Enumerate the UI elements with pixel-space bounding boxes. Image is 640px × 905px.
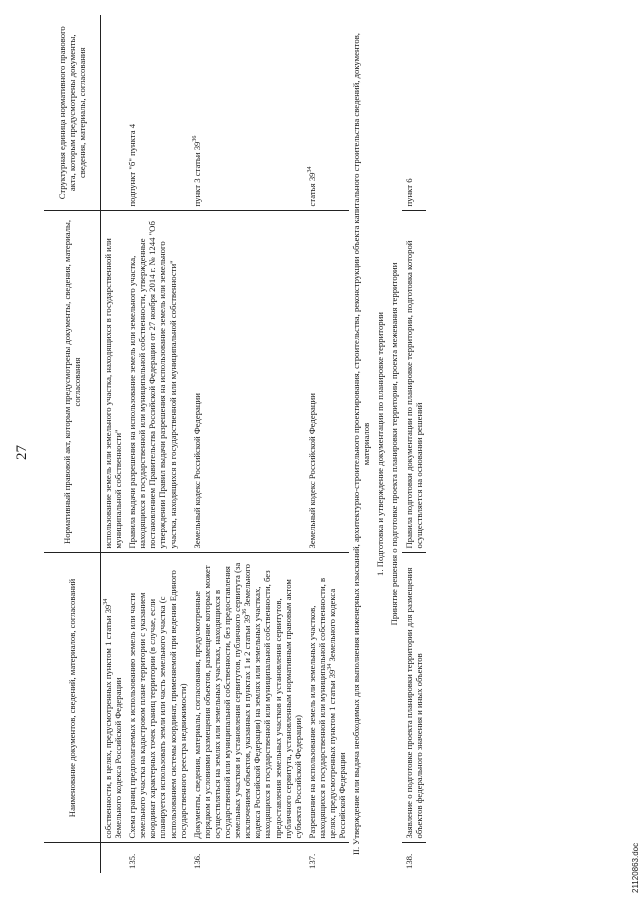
table-row-continued <box>101 15 126 873</box>
document-name: Документы, сведения, материалы, согласования, предусмотренные порядком и условиями размещения объектов, размещение которых может осуществляться на землях или земельных участках, находящихся в государственной или муниципальной собственности, без предоставления земельных участков и установления сервитутов, публичного сервитута (за исключением объектов, указанных в пунктах 1 и 2 статьи $39^{36}$ Земельного кодекса Российской Федерации) на землях или земельных участках, находящихся в государственной или муниципальной собственности, без предоставления земельных участков и установления сервитутов, публичного сервитута, установленным нормативным правовым актом субъекта Российской Федерации) <box>190 553 305 843</box>
table-row-136 <box>190 15 305 873</box>
header-legal-act: Нормативный правовой акт, которым предусмотрены документы, сведения, материалы, согласования <box>44 211 101 553</box>
requirements-table <box>44 15 426 873</box>
row-number <box>101 843 126 873</box>
document-name: собственности, в целях, предусмотренных пунктом 1 статьи $39^{34}$ Земельного кодекса Российской Федерации <box>101 553 126 843</box>
subsection-row <box>373 15 387 873</box>
document-file-id: 21120863.doc <box>631 842 640 893</box>
legal-act: Земельный кодекс Российской Федерации <box>305 211 349 553</box>
section-heading-row <box>349 15 373 873</box>
subheading-row <box>387 15 401 873</box>
document-name: Схема границ предполагаемых к использованию земель или части земельного участка на кадастровом плане территории с указанием координат характерных точек границ территории (в случае, если планируется использовать земли или часть земельного участка (с использованием системы координат, применяемой при ведении Единого государственного реестра недвижимости) <box>125 553 190 843</box>
row-number: 135. <box>127 853 138 869</box>
row-number: 138. <box>403 853 414 869</box>
header-structural-unit: Структурная единица нормативного правового акта, которым предусмотрены документы, сведения, материалы, согласования <box>44 15 101 211</box>
subsection-heading: 1. Подготовка и утверждение документации по планировке территории <box>375 312 386 576</box>
table-row-137 <box>305 15 349 873</box>
header-number <box>44 843 101 873</box>
section-heading: II. Утверждение или выдача необходимых для выполнения инженерных изысканий, архитектурно-строительного проектирования, строительства, реконструкции объекта капитального строительства сведений, документов, материалов <box>351 33 372 855</box>
table-header-row <box>44 15 101 873</box>
structural-unit: пункт 3 статьи $39^{36}$ <box>190 15 305 211</box>
structural-unit <box>101 15 126 211</box>
page-number: 27 <box>14 445 30 460</box>
document-name: Разрешение на использование земель или земельных участков, находящихся в государственной или муниципальной собственности, в целях, предусмотренных пунктом 1 статьи $39^{34}$ Земельного кодекса Российской Федерации <box>305 553 349 843</box>
document-name: Заявление о подготовке проекта планировки территории для размещения объектов федерального значения и иных объектов <box>402 553 426 843</box>
legal-act: Правила выдачи разрешения на использование земель или земельного участка, находящихся в государственной или муниципальной собственности, утвержденные постановлением Правительства Российской Федерации от 27 ноября 2014 г. № 1244 "Об утверждении Правил выдачи разрешения на использование земель или земельного участка, находящихся в государственной или муниципальной собственности" <box>125 211 190 553</box>
legal-act: Земельный кодекс Российской Федерации <box>190 211 305 553</box>
header-document-name: Наименование документов, сведений, материалов, согласований <box>44 553 101 843</box>
structural-unit: статья $39^{34}$ <box>305 15 349 211</box>
row-number: 137. <box>306 853 317 869</box>
row-number: 136. <box>191 853 202 869</box>
subheading: Принятие решения о подготовке проекта планировки территории, проекта межевания территории <box>389 262 400 626</box>
legal-act: Правила подготовки документации по планировке территории, подготовка которой осуществляется на основании решений <box>402 211 426 553</box>
structural-unit: подпункт "б" пункта 4 <box>125 15 190 211</box>
table-row-135 <box>125 15 190 873</box>
table-row-138 <box>402 15 426 873</box>
legal-act: использование земель или земельного участка, находящихся в государственной или муниципальной собственности" <box>101 211 126 553</box>
structural-unit: пункт 6 <box>402 15 426 211</box>
